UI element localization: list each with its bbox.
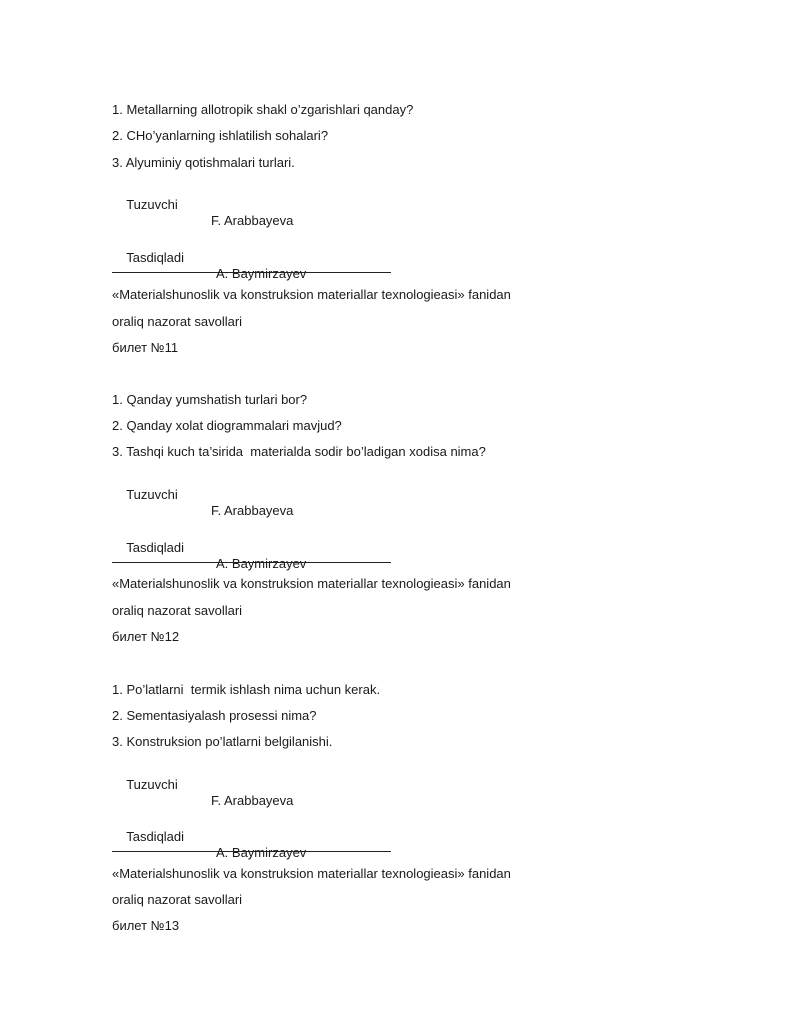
author-name: F. Arabbayeva (211, 503, 294, 518)
course-title: «Materialshunoslik va konstruksion materiallar texnologieasi» fanidan (112, 287, 511, 302)
question-3: 3. Tashqi kuch ta’sirida materialda sodir bo’ladigan xodisa nima? (112, 444, 486, 459)
question-2: 2. Qanday xolat diogrammalari mavjud? (112, 418, 342, 433)
approver-label: Tasdiqladi (126, 829, 185, 844)
author-label: Tuzuvchi (126, 197, 178, 212)
course-title: «Materialshunoslik va konstruksion materiallar texnologieasi» fanidan (112, 576, 511, 591)
author-name: F. Arabbayeva (211, 213, 294, 228)
course-title: «Materialshunoslik va konstruksion materiallar texnologieasi» fanidan (112, 866, 511, 881)
approver-label: Tasdiqladi (126, 250, 185, 265)
exam-subtitle: oraliq nazorat savollari (112, 603, 243, 618)
question-2: 2. Sementasiyalash prosessi nima? (112, 708, 317, 723)
separator-line (112, 272, 391, 273)
approver-name: A. Baymirzayev (216, 556, 307, 571)
author-label: Tuzuvchi (126, 777, 178, 792)
author-name: F. Arabbayeva (211, 793, 294, 808)
approver-label: Tasdiqladi (126, 540, 185, 555)
ticket-number: билет №13 (112, 918, 180, 933)
approver-name: A. Baymirzayev (216, 845, 307, 860)
exam-subtitle: oraliq nazorat savollari (112, 892, 243, 907)
ticket-number: билет №12 (112, 629, 180, 644)
question-3: 3. Konstruksion po’latlarni belgilanishi. (112, 734, 333, 749)
ticket-number: билет №11 (112, 340, 179, 355)
question-1: 1. Qanday yumshatish turlari bor? (112, 392, 308, 407)
author-label: Tuzuvchi (126, 487, 178, 502)
approver-name: A. Baymirzayev (216, 266, 307, 281)
question-2: 2. CHo’yanlarning ishlatilish sohalari? (112, 128, 329, 143)
separator-line (112, 562, 391, 563)
exam-subtitle: oraliq nazorat savollari (112, 314, 243, 329)
question-1: 1. Po’latlarni termik ishlash nima uchun kerak. (112, 682, 381, 697)
separator-line (112, 851, 391, 852)
question-1: 1. Metallarning allotropik shakl o’zgarishlari qanday? (112, 102, 414, 117)
question-3: 3. Alyuminiy qotishmalari turlari. (112, 155, 295, 170)
